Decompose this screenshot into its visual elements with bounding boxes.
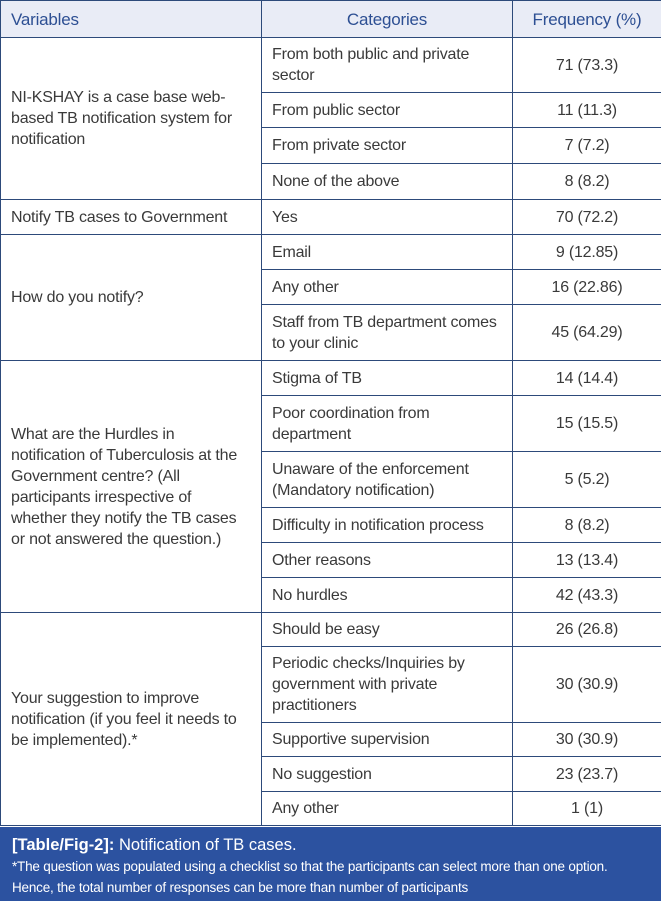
frequency-cell: 13 (13.4) <box>513 543 661 578</box>
frequency-cell: 23 (23.7) <box>513 757 661 792</box>
frequency-cell: 11 (11.3) <box>513 93 661 128</box>
category-cell: Other reasons <box>262 543 513 578</box>
frequency-cell: 15 (15.5) <box>513 396 661 452</box>
category-cell: From public sector <box>262 93 513 128</box>
category-cell: Difficulty in notification process <box>262 508 513 543</box>
caption-title-line <box>12 834 649 856</box>
variable-cell: Notify TB cases to Government <box>1 200 262 235</box>
frequency-cell: 30 (30.9) <box>513 647 661 723</box>
category-cell: Unaware of the enforcement (Mandatory notification) <box>262 452 513 508</box>
category-cell: Any other <box>262 792 513 826</box>
header-categories: Categories <box>262 1 513 38</box>
category-cell: Periodic checks/Inquiries by government with private practitioners <box>262 647 513 723</box>
frequency-cell: 42 (43.3) <box>513 578 661 613</box>
frequency-cell: 1 (1) <box>513 792 661 826</box>
variable-cell: NI-KSHAY is a case base web-based TB notification system for notification <box>1 38 262 200</box>
caption-label: [Table/Fig-2]: <box>12 836 115 854</box>
header-variables: Variables <box>1 1 262 38</box>
table-row <box>1 235 661 270</box>
category-cell: Any other <box>262 270 513 305</box>
category-cell: No hurdles <box>262 578 513 613</box>
frequency-cell: 45 (64.29) <box>513 305 661 361</box>
table-caption <box>0 827 661 901</box>
header-frequency: Frequency (%) <box>513 1 661 38</box>
category-cell: From both public and private sector <box>262 38 513 93</box>
category-cell: From private sector <box>262 128 513 164</box>
variable-cell: Your suggestion to improve notification (if you feel it needs to be implemented).* <box>1 613 262 826</box>
table-header-row <box>1 1 661 38</box>
category-cell: Yes <box>262 200 513 235</box>
caption-title: Notification of TB cases. <box>118 836 297 854</box>
frequency-cell: 9 (12.85) <box>513 235 661 270</box>
frequency-cell: 7 (7.2) <box>513 128 661 164</box>
frequency-cell: 8 (8.2) <box>513 164 661 200</box>
category-cell: Email <box>262 235 513 270</box>
frequency-cell: 70 (72.2) <box>513 200 661 235</box>
table-row <box>1 200 661 235</box>
frequency-cell: 26 (26.8) <box>513 613 661 647</box>
table-row <box>1 38 661 93</box>
frequency-cell: 30 (30.9) <box>513 723 661 757</box>
caption-note: *The question was populated using a checklist so that the participants can select more than one option. Hence, the total number of responses can be more than number of participants <box>12 859 608 895</box>
category-cell: Stigma of TB <box>262 361 513 396</box>
category-cell: Supportive supervision <box>262 723 513 757</box>
category-cell: No suggestion <box>262 757 513 792</box>
category-cell: None of the above <box>262 164 513 200</box>
category-cell: Staff from TB department comes to your clinic <box>262 305 513 361</box>
category-cell: Poor coordination from department <box>262 396 513 452</box>
table-row <box>1 361 661 396</box>
frequency-cell: 16 (22.86) <box>513 270 661 305</box>
frequency-cell: 8 (8.2) <box>513 508 661 543</box>
table-row <box>1 613 661 647</box>
frequency-cell: 5 (5.2) <box>513 452 661 508</box>
table-body <box>1 38 661 826</box>
variable-cell: What are the Hurdles in notification of Tuberculosis at the Government centre? (All participants irrespective of whether they notify the TB cases or not answered the question.) <box>1 361 262 613</box>
category-cell: Should be easy <box>262 613 513 647</box>
frequency-cell: 71 (73.3) <box>513 38 661 93</box>
frequency-cell: 14 (14.4) <box>513 361 661 396</box>
variable-cell: How do you notify? <box>1 235 262 361</box>
